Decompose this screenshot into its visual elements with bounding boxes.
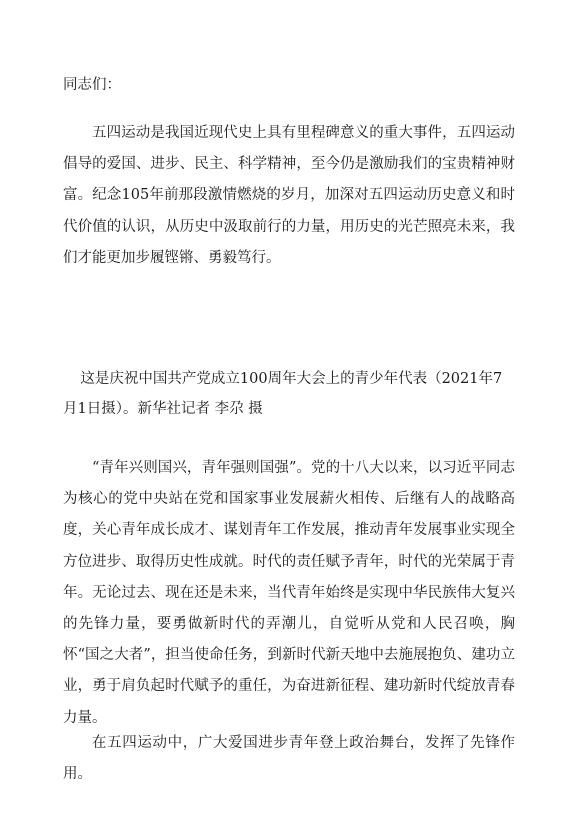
photo-caption: 这是庆祝中国共产党成立100周年大会上的青少年代表（2021年7月1日摄）。新华社记者 李尕 摄 bbox=[63, 371, 503, 417]
paragraph-3: 在五四运动中，广大爱国进步青年登上政治舞台，发挥了先锋作用。 bbox=[63, 735, 515, 783]
paragraph-1: 五四运动是我国近现代史上具有里程碑意义的重大事件，五四运动倡导的爱国、进步、民主、科学精神，至今仍是激励我们的宝贵精神财富。纪念105年前那段激情燃烧的岁月，加深对五四运动历史意义和时代价值的认识，从历史中汲取前行的力量，用历史的光芒照亮未来，我们才能更加步履铿锵、勇毅笃行。 bbox=[63, 125, 515, 266]
salutation: 同志们： bbox=[63, 77, 121, 93]
paragraph-2: “青年兴则国兴，青年强则国强”。党的十八大以来，以习近平同志为核心的党中央站在党和国家事业发展薪火相传、后继有人的战略高度，关心青年成长成才、谋划青年工作发展，推动青年发展事业实现全方位进步、取得历史性成就。时代的责任赋予青年，时代的光荣属于青年。无论过去、现在还是未来，当代青年始终是实现中华民族伟大复兴的先锋力量，要勇做新时代的弄潮儿，自觉听从党和人民召唤，胸怀“国之大者”，担当使命任务，到新时代新天地中去施展抱负、建功立业，勇于肩负起时代赋予的重任，为奋进新征程、建功新时代绽放青春力量。 bbox=[63, 460, 515, 726]
